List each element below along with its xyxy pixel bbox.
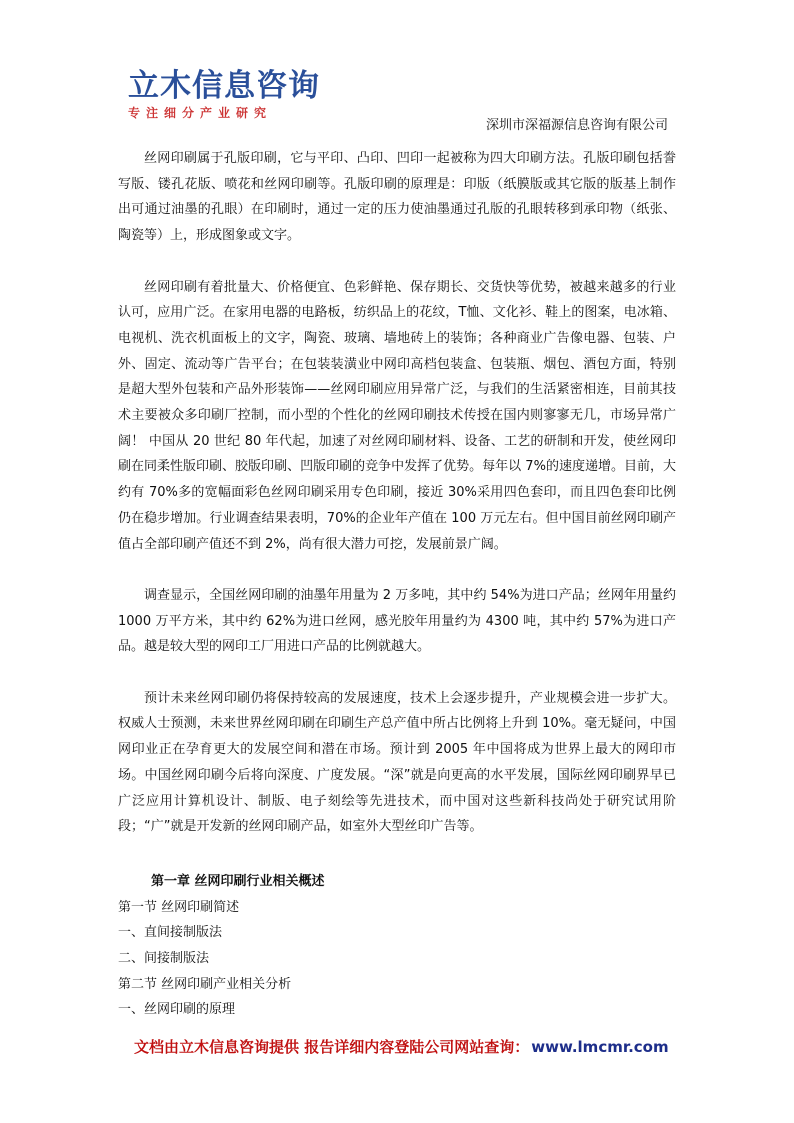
paragraph-3: 调查显示，全国丝网印刷的油墨年用量为 2 万多吨，其中约 54%为进口产品；丝网年用量约 1000 万平方米，其中约 62%为进口丝网，感光胶年用量约为 4300 吨，其中约 57%为进口产品。越是较大型的网印工厂用进口产品的比例就越大。 xyxy=(118,587,676,655)
company-name: 深圳市深福源信息咨询有限公司 xyxy=(485,118,668,133)
paragraph-4: 预计未来丝网印刷仍将保持较高的发展速度，技术上会逐步提升，产业规模会进一步扩大。权威人士预测，未来世界丝网印刷在印刷生产总产值中所占比例将上升到 10%。毫无疑问，中国网印业正在孕育更大的发展空间和潜在市场。预计到 2005 年中国将成为世界上最大的网印市场。中国丝网印刷今后将向深度、广度发展。“深”就是向更高的水平发展，国际丝网印刷界早已广泛应用计算机设计、制版、电子刻绘等先进技术，而中国对这些新科技尚处于研究试用阶段；“广”就是开发新的丝网印刷产品，如室外大型丝印广告等。 xyxy=(118,690,676,835)
toc-item: 第一节 丝网印刷简述 xyxy=(118,899,240,915)
toc-item: 一、直间接制版法 xyxy=(118,925,223,941)
table-of-contents xyxy=(118,869,678,1023)
footer-note xyxy=(134,1036,669,1057)
toc-chapter-title: 第一章 丝网印刷行业相关概述 xyxy=(151,874,325,889)
toc-item: 一、丝网印刷的原理 xyxy=(118,1002,236,1018)
logo-title: 立木信息咨询 xyxy=(128,68,320,104)
logo-subtitle: 专注细分产业研究 xyxy=(128,106,273,120)
website-link[interactable]: www.lmcmr.com xyxy=(531,1038,669,1056)
footer-text: 文档由立木信息咨询提供 报告详细内容登陆公司网站查询： xyxy=(134,1038,530,1056)
paragraph-1: 丝网印刷属于孔版印刷，它与平印、凸印、凹印一起被称为四大印刷方法。孔版印刷包括誊写版、镂孔花版、喷花和丝网印刷等。孔版印刷的原理是：印版（纸膜版或其它版的版基上制作出可通过油墨的孔眼）在印刷时，通过一定的压力使油墨通过孔版的孔眼转移到承印物（纸张、陶瓷等）上，形成图象或文字。 xyxy=(118,151,676,244)
document-body xyxy=(118,146,676,866)
company-logo xyxy=(128,68,320,120)
toc-item: 二、间接制版法 xyxy=(118,951,210,967)
toc-item: 第二节 丝网印刷产业相关分析 xyxy=(118,976,292,992)
paragraph-2: 丝网印刷有着批量大、价格便宜、色彩鲜艳、保存期长、交货快等优势，被越来越多的行业认可，应用广泛。在家用电器的电路板，纺织品上的花纹，T恤、文化衫、鞋上的图案，电冰箱、电视机、洗衣机面板上的文字，陶瓷、玻璃、墙地砖上的装饰；各种商业广告像电器、包装、户外、固定、流动等广告平台；在包装装潢业中网印高档包装盒、包装瓶、烟包、酒包方面，特别是超大型外包装和产品外形装饰——丝网印刷应用异常广泛，与我们的生活紧密相连，目前其技术主要被众多印刷厂控制，而小型的个性化的丝网印刷技术传授在国内则寥寥无几，市场异常广阔！ 中国从 20 世纪 80 年代起，加速了对丝网印刷材料、设备、工艺的研制和开发，使丝网印刷在同柔性版印刷、胶版印刷、凹版印刷的竞争中发挥了优势。每年以 7%的速度递增。目前，大约有 70%多的宽幅面彩色丝网印刷采用专色印刷，接近 30%采用四色套印，而且四色套印比例仍在稳步增加。行业调查结果表明，70%的企业年产值在 100 万元左右。但中国目前丝网印刷产值占全部印刷产值还不到 2%，尚有很大潜力可挖，发展前景广阔。 xyxy=(118,279,676,552)
